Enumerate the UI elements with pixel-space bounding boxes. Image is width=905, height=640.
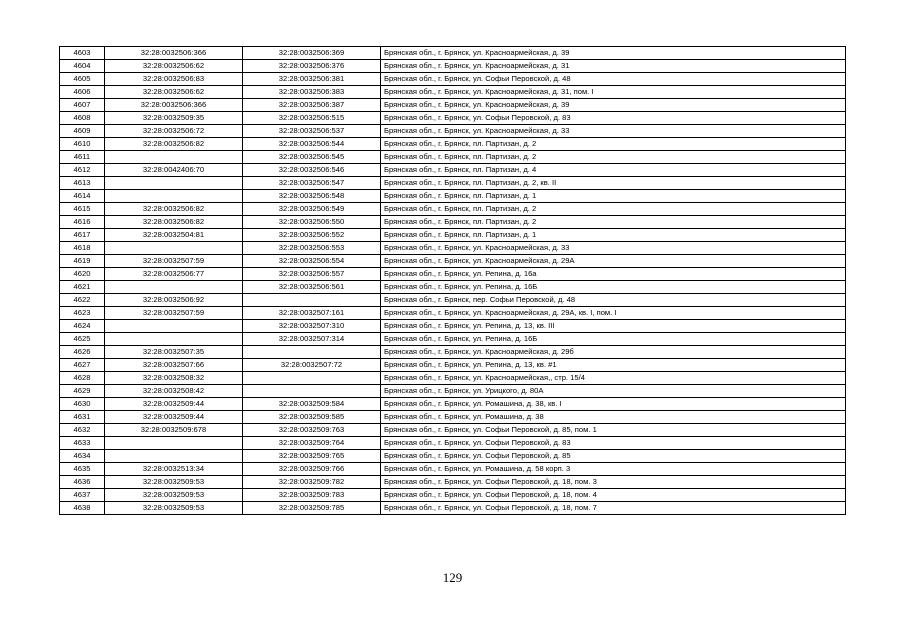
address-cell: Брянская обл., г. Брянск, ул. Репина, д. 13, кв. #1 bbox=[381, 359, 846, 372]
table-row bbox=[60, 424, 846, 437]
table-row bbox=[60, 333, 846, 346]
cadastral-number-cell: 32:28:0032506:72 bbox=[105, 125, 243, 138]
cadastral-number-cell bbox=[105, 151, 243, 164]
table-row bbox=[60, 476, 846, 489]
object-cadastral-number-cell bbox=[243, 372, 381, 385]
table-row bbox=[60, 450, 846, 463]
object-cadastral-number-cell: 32:28:0032509:584 bbox=[243, 398, 381, 411]
cadastral-number-cell: 32:28:0032507:35 bbox=[105, 346, 243, 359]
address-cell: Брянская обл., г. Брянск, ул. Софьи Перовской, д. 18, пом. 3 bbox=[381, 476, 846, 489]
table-row bbox=[60, 385, 846, 398]
object-cadastral-number-cell: 32:28:0032506:515 bbox=[243, 112, 381, 125]
address-cell: Брянская обл., г. Брянск, пл. Партизан, д. 1 bbox=[381, 190, 846, 203]
object-cadastral-number-cell: 32:28:0032506:547 bbox=[243, 177, 381, 190]
table-row bbox=[60, 73, 846, 86]
table-row bbox=[60, 268, 846, 281]
table-row bbox=[60, 190, 846, 203]
cadastral-number-cell: 32:28:0032506:82 bbox=[105, 138, 243, 151]
object-cadastral-number-cell: 32:28:0032507:161 bbox=[243, 307, 381, 320]
object-cadastral-number-cell: 32:28:0032509:785 bbox=[243, 502, 381, 515]
address-cell: Брянская обл., г. Брянск, ул. Красноармейская, д. 39 bbox=[381, 99, 846, 112]
address-cell: Брянская обл., г. Брянск, ул. Софьи Перовской, д. 18, пом. 4 bbox=[381, 489, 846, 502]
row-number-cell: 4617 bbox=[60, 229, 105, 242]
row-number-cell: 4629 bbox=[60, 385, 105, 398]
cadastral-number-cell: 32:28:0032509:53 bbox=[105, 476, 243, 489]
cadastral-number-cell: 32:28:0032509:35 bbox=[105, 112, 243, 125]
table-row bbox=[60, 489, 846, 502]
object-cadastral-number-cell: 32:28:0032506:383 bbox=[243, 86, 381, 99]
object-cadastral-number-cell: 32:28:0032506:550 bbox=[243, 216, 381, 229]
row-number-cell: 4634 bbox=[60, 450, 105, 463]
cadastral-number-cell: 32:28:0032513:34 bbox=[105, 463, 243, 476]
row-number-cell: 4608 bbox=[60, 112, 105, 125]
cadastral-number-cell bbox=[105, 177, 243, 190]
table-row bbox=[60, 346, 846, 359]
object-cadastral-number-cell: 32:28:0032507:72 bbox=[243, 359, 381, 372]
row-number-cell: 4632 bbox=[60, 424, 105, 437]
object-cadastral-number-cell: 32:28:0032506:387 bbox=[243, 99, 381, 112]
row-number-cell: 4603 bbox=[60, 47, 105, 60]
row-number-cell: 4622 bbox=[60, 294, 105, 307]
address-cell: Брянская обл., г. Брянск, ул. Красноармейская, д. 39 bbox=[381, 47, 846, 60]
table-row bbox=[60, 372, 846, 385]
table-row bbox=[60, 502, 846, 515]
cadastral-number-cell: 32:28:0032508:42 bbox=[105, 385, 243, 398]
address-cell: Брянская обл., г. Брянск, ул. Красноармейская, д. 29А, кв. I, пом. I bbox=[381, 307, 846, 320]
address-cell: Брянская обл., г. Брянск, ул. Красноармейская, д. 31 bbox=[381, 60, 846, 73]
table-row bbox=[60, 86, 846, 99]
address-cell: Брянская обл., г. Брянск, ул. Ромашина, д. 58 корп. 3 bbox=[381, 463, 846, 476]
cadastral-number-cell bbox=[105, 190, 243, 203]
object-cadastral-number-cell: 32:28:0032506:376 bbox=[243, 60, 381, 73]
object-cadastral-number-cell bbox=[243, 294, 381, 307]
table-row bbox=[60, 164, 846, 177]
object-cadastral-number-cell: 32:28:0032506:381 bbox=[243, 73, 381, 86]
cadastral-number-cell: 32:28:0032507:59 bbox=[105, 255, 243, 268]
table-row bbox=[60, 255, 846, 268]
address-cell: Брянская обл., г. Брянск, пл. Партизан, д. 2 bbox=[381, 203, 846, 216]
row-number-cell: 4610 bbox=[60, 138, 105, 151]
row-number-cell: 4625 bbox=[60, 333, 105, 346]
page-number: 129 bbox=[442, 570, 463, 585]
cadastral-number-cell: 32:28:0042406:70 bbox=[105, 164, 243, 177]
address-cell: Брянская обл., г. Брянск, ул. Урицкого, д. 80А bbox=[381, 385, 846, 398]
table-row bbox=[60, 125, 846, 138]
cadastral-number-cell: 32:28:0032506:92 bbox=[105, 294, 243, 307]
registry-table-body bbox=[60, 47, 846, 515]
cadastral-number-cell: 32:28:0032504:81 bbox=[105, 229, 243, 242]
cadastral-number-cell: 32:28:0032506:83 bbox=[105, 73, 243, 86]
address-cell: Брянская обл., г. Брянск, ул. Софьи Перовской, д. 85 bbox=[381, 450, 846, 463]
address-cell: Брянская обл., г. Брянск, пл. Партизан, д. 4 bbox=[381, 164, 846, 177]
row-number-cell: 4623 bbox=[60, 307, 105, 320]
table-row bbox=[60, 229, 846, 242]
row-number-cell: 4620 bbox=[60, 268, 105, 281]
address-cell: Брянская обл., г. Брянск, ул. Репина, д. 16Б bbox=[381, 333, 846, 346]
table-row bbox=[60, 281, 846, 294]
row-number-cell: 4619 bbox=[60, 255, 105, 268]
table-row bbox=[60, 359, 846, 372]
address-cell: Брянская обл., г. Брянск, пл. Партизан, д. 2, кв. II bbox=[381, 177, 846, 190]
table-row bbox=[60, 463, 846, 476]
row-number-cell: 4606 bbox=[60, 86, 105, 99]
table-row bbox=[60, 99, 846, 112]
cadastral-number-cell: 32:28:0032508:32 bbox=[105, 372, 243, 385]
table-row bbox=[60, 112, 846, 125]
row-number-cell: 4616 bbox=[60, 216, 105, 229]
object-cadastral-number-cell: 32:28:0032506:552 bbox=[243, 229, 381, 242]
cadastral-number-cell: 32:28:0032506:366 bbox=[105, 47, 243, 60]
table-row bbox=[60, 60, 846, 73]
object-cadastral-number-cell: 32:28:0032509:764 bbox=[243, 437, 381, 450]
address-cell: Брянская обл., г. Брянск, пл. Партизан, д. 2 bbox=[381, 138, 846, 151]
address-cell: Брянская обл., г. Брянск, ул. Красноармейская, д. 29А bbox=[381, 255, 846, 268]
row-number-cell: 4638 bbox=[60, 502, 105, 515]
row-number-cell: 4614 bbox=[60, 190, 105, 203]
object-cadastral-number-cell: 32:28:0032506:554 bbox=[243, 255, 381, 268]
address-cell: Брянская обл., г. Брянск, ул. Софьи Перовской, д. 48 bbox=[381, 73, 846, 86]
address-cell: Брянская обл., г. Брянск, ул. Красноармейская, д. 31, пом. I bbox=[381, 86, 846, 99]
object-cadastral-number-cell: 32:28:0032506:561 bbox=[243, 281, 381, 294]
address-cell: Брянская обл., г. Брянск, ул. Репина, д. 13, кв. III bbox=[381, 320, 846, 333]
table-row bbox=[60, 177, 846, 190]
object-cadastral-number-cell: 32:28:0032506:549 bbox=[243, 203, 381, 216]
cadastral-number-cell: 32:28:0032506:366 bbox=[105, 99, 243, 112]
row-number-cell: 4607 bbox=[60, 99, 105, 112]
object-cadastral-number-cell: 32:28:0032506:548 bbox=[243, 190, 381, 203]
object-cadastral-number-cell: 32:28:0032509:585 bbox=[243, 411, 381, 424]
row-number-cell: 4615 bbox=[60, 203, 105, 216]
table-row bbox=[60, 320, 846, 333]
row-number-cell: 4628 bbox=[60, 372, 105, 385]
object-cadastral-number-cell: 32:28:0032506:557 bbox=[243, 268, 381, 281]
object-cadastral-number-cell: 32:28:0032506:553 bbox=[243, 242, 381, 255]
object-cadastral-number-cell: 32:28:0032506:546 bbox=[243, 164, 381, 177]
cadastral-number-cell: 32:28:0032509:44 bbox=[105, 398, 243, 411]
object-cadastral-number-cell: 32:28:0032506:545 bbox=[243, 151, 381, 164]
address-cell: Брянская обл., г. Брянск, пл. Партизан, д. 2 bbox=[381, 151, 846, 164]
object-cadastral-number-cell: 32:28:0032507:314 bbox=[243, 333, 381, 346]
row-number-cell: 4605 bbox=[60, 73, 105, 86]
table-row bbox=[60, 47, 846, 60]
row-number-cell: 4637 bbox=[60, 489, 105, 502]
cadastral-number-cell: 32:28:0032506:62 bbox=[105, 86, 243, 99]
object-cadastral-number-cell bbox=[243, 346, 381, 359]
row-number-cell: 4631 bbox=[60, 411, 105, 424]
object-cadastral-number-cell bbox=[243, 385, 381, 398]
address-cell: Брянская обл., г. Брянск, ул. Красноармейская, д. 29б bbox=[381, 346, 846, 359]
address-cell: Брянская обл., г. Брянск, ул. Софьи Перовской, д. 85, пом. 1 bbox=[381, 424, 846, 437]
address-cell: Брянская обл., г. Брянск, ул. Красноармейская, д. 33 bbox=[381, 242, 846, 255]
table-row bbox=[60, 242, 846, 255]
cadastral-number-cell: 32:28:0032509:678 bbox=[105, 424, 243, 437]
row-number-cell: 4618 bbox=[60, 242, 105, 255]
row-number-cell: 4636 bbox=[60, 476, 105, 489]
object-cadastral-number-cell: 32:28:0032509:763 bbox=[243, 424, 381, 437]
table-row bbox=[60, 151, 846, 164]
table-row bbox=[60, 203, 846, 216]
cadastral-number-cell: 32:28:0032506:82 bbox=[105, 216, 243, 229]
row-number-cell: 4609 bbox=[60, 125, 105, 138]
address-cell: Брянская обл., г. Брянск, ул. Ромашина, д. 38 bbox=[381, 411, 846, 424]
cadastral-number-cell bbox=[105, 242, 243, 255]
table-row bbox=[60, 437, 846, 450]
address-cell: Брянская обл., г. Брянск, ул. Красноармейская,, стр. 15/4 bbox=[381, 372, 846, 385]
cadastral-number-cell: 32:28:0032509:53 bbox=[105, 489, 243, 502]
object-cadastral-number-cell: 32:28:0032509:783 bbox=[243, 489, 381, 502]
cadastral-number-cell: 32:28:0032507:59 bbox=[105, 307, 243, 320]
table-row bbox=[60, 307, 846, 320]
cadastral-number-cell: 32:28:0032509:44 bbox=[105, 411, 243, 424]
address-cell: Брянская обл., г. Брянск, ул. Репина, д. 16а bbox=[381, 268, 846, 281]
address-cell: Брянская обл., г. Брянск, ул. Репина, д. 16Б bbox=[381, 281, 846, 294]
object-cadastral-number-cell: 32:28:0032507:310 bbox=[243, 320, 381, 333]
cadastral-number-cell bbox=[105, 450, 243, 463]
row-number-cell: 4624 bbox=[60, 320, 105, 333]
table-row bbox=[60, 216, 846, 229]
object-cadastral-number-cell: 32:28:0032509:765 bbox=[243, 450, 381, 463]
cadastral-number-cell: 32:28:0032506:77 bbox=[105, 268, 243, 281]
table-row bbox=[60, 411, 846, 424]
address-cell: Брянская обл., г. Брянск, ул. Ромашина, д. 38, кв. I bbox=[381, 398, 846, 411]
cadastral-number-cell bbox=[105, 437, 243, 450]
object-cadastral-number-cell: 32:28:0032506:537 bbox=[243, 125, 381, 138]
row-number-cell: 4604 bbox=[60, 60, 105, 73]
object-cadastral-number-cell: 32:28:0032509:766 bbox=[243, 463, 381, 476]
row-number-cell: 4621 bbox=[60, 281, 105, 294]
cadastral-number-cell: 32:28:0032506:62 bbox=[105, 60, 243, 73]
row-number-cell: 4633 bbox=[60, 437, 105, 450]
address-cell: Брянская обл., г. Брянск, ул. Софьи Перовской, д. 18, пом. 7 bbox=[381, 502, 846, 515]
cadastral-number-cell: 32:28:0032507:66 bbox=[105, 359, 243, 372]
cadastral-number-cell bbox=[105, 281, 243, 294]
row-number-cell: 4626 bbox=[60, 346, 105, 359]
object-cadastral-number-cell: 32:28:0032506:544 bbox=[243, 138, 381, 151]
row-number-cell: 4630 bbox=[60, 398, 105, 411]
registry-table bbox=[59, 46, 846, 515]
row-number-cell: 4635 bbox=[60, 463, 105, 476]
address-cell: Брянская обл., г. Брянск, пер. Софьи Перовской, д. 48 bbox=[381, 294, 846, 307]
address-cell: Брянская обл., г. Брянск, пл. Партизан, д. 2 bbox=[381, 216, 846, 229]
table-row bbox=[60, 398, 846, 411]
address-cell: Брянская обл., г. Брянск, ул. Красноармейская, д. 33 bbox=[381, 125, 846, 138]
object-cadastral-number-cell: 32:28:0032509:782 bbox=[243, 476, 381, 489]
cadastral-number-cell: 32:28:0032506:82 bbox=[105, 203, 243, 216]
cadastral-number-cell bbox=[105, 333, 243, 346]
row-number-cell: 4627 bbox=[60, 359, 105, 372]
table-row bbox=[60, 138, 846, 151]
row-number-cell: 4611 bbox=[60, 151, 105, 164]
row-number-cell: 4613 bbox=[60, 177, 105, 190]
object-cadastral-number-cell: 32:28:0032506:369 bbox=[243, 47, 381, 60]
cadastral-number-cell bbox=[105, 320, 243, 333]
address-cell: Брянская обл., г. Брянск, пл. Партизан, д. 1 bbox=[381, 229, 846, 242]
address-cell: Брянская обл., г. Брянск, ул. Софьи Перовской, д. 83 bbox=[381, 112, 846, 125]
table-row bbox=[60, 294, 846, 307]
cadastral-number-cell: 32:28:0032509:53 bbox=[105, 502, 243, 515]
address-cell: Брянская обл., г. Брянск, ул. Софьи Перовской, д. 83 bbox=[381, 437, 846, 450]
row-number-cell: 4612 bbox=[60, 164, 105, 177]
